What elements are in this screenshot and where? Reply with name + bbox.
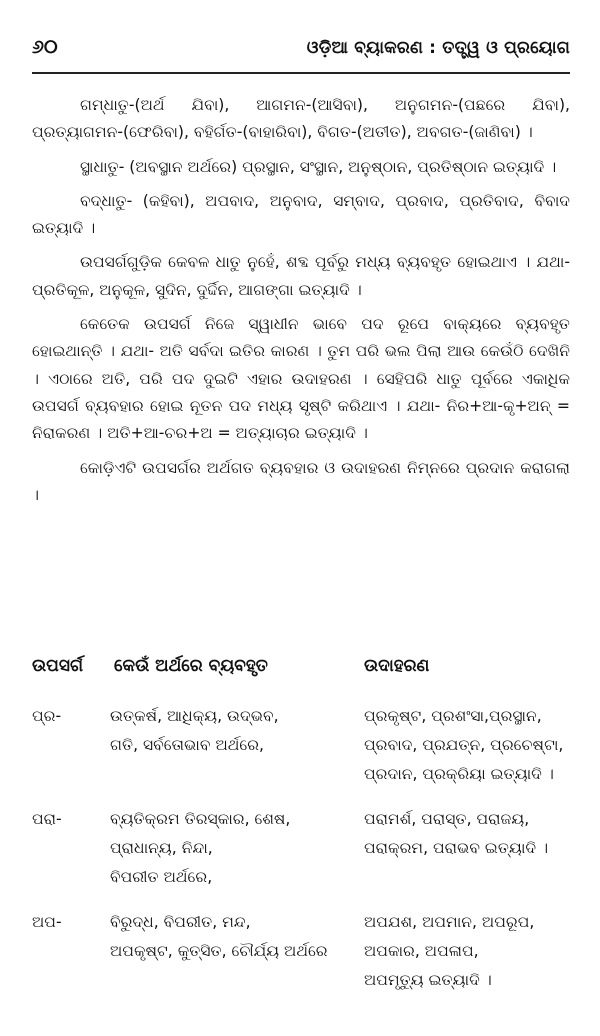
meaning-line: ଅପକୃଷ୍ଟ, କୁତ୍ସିତ, ଚୌର୍ଯ୍ୟ ଅର୍ଥରେ	[110, 942, 328, 960]
meaning-line: ପ୍ରାଧାନ୍ୟ, ନିନ୍ଦା,	[110, 839, 213, 857]
example-line: ଅପମୃତ୍ୟୁ ଇତ୍ୟାଦି ।	[364, 971, 492, 989]
prefix-table	[32, 702, 570, 1011]
body-text	[32, 92, 570, 516]
example-line-spacer	[364, 863, 570, 892]
meaning-line: ବ୍ୟତିକ୍ରମ ତିରସ୍କାର, ଶେଷ,	[110, 810, 291, 828]
paragraph-independent-prefixes: କେତେକ ଉପସର୍ଗ ନିଜେ ସ୍ୱାଧୀନ ଭାବେ ପଦ ରୂପେ ବାକ୍ୟରେ ବ୍ୟବହୃତ ହୋଇଥାନ୍ତି । ଯଥା- ଅତି ସର୍ବଦା ଇତିର କାରଣ । ତୁମ ପରି ଭଲ ପିଲା ଆଉ କେଉଁଠି ଦେଖିନି । ଏଠାରେ ଅତି, ପରି ପଦ ଦୁଇଟି ଏହାର ଉଦାହରଣ । ସେହିପରି ଧାତୁ ପୂର୍ବରେ ଏକାଧିକ ଉପସର୍ଗ ବ୍ୟବହାର ହୋଇ ନୂତନ ପଦ ମଧ୍ୟ ସୃଷ୍ଟି କରିଥାଏ । ଯଥା- ନିର+ଆ-କୃ+ଅନ୍ = ନିରାକରଣ । ଅତି+ଆ-ଚର+ଅ = ଅତ୍ୟାଚାର ଇତ୍ୟାଦି ।	[32, 315, 570, 443]
prefix-table-header	[32, 656, 570, 686]
example-line: ଅପଯଶ, ଅପମାନ, ଅପରୂପ,	[364, 913, 535, 931]
header-examples: ଉଦାହରଣ	[364, 656, 430, 676]
table-row	[32, 702, 570, 789]
paragraph-table-intro: କୋଡ଼ିଏଟି ଉପସର୍ଗର ଅର୍ଥଗତ ବ୍ୟବହାର ଓ ଉଦାହରଣ ନିମ୍ନରେ ପ୍ରଦାନ କରାଗଲା ।	[32, 458, 570, 504]
book-title: ଓଡ଼ିଆ ବ୍ୟାକରଣ : ତତ୍ତ୍ୱ ଓ ପ୍ରୟୋଗ	[306, 38, 570, 58]
paragraph-stha-dhatu: ସ୍ଥାଧାତୁ- (ଅବସ୍ଥାନ ଅର୍ଥରେ) ପ୍ରସ୍ଥାନ, ସଂସ୍ଥାନ, ଅନୁଷ୍ଠାନ, ପ୍ରତିଷ୍ଠାନ ଇତ୍ୟାଦି ।	[80, 157, 557, 176]
row-examples	[364, 702, 570, 789]
row-examples	[364, 908, 570, 995]
paragraph-gam-dhatu: ଗମ୍‌ଧାତୁ-(ଅର୍ଥ ଯିବା), ଆଗମନ-(ଆସିବା), ଅନୁଗମନ-(ପଛରେ ଯିବା), ପ୍ରତ୍ୟାଗମନ-(ଫେରିବା), ବହିର୍ଗତ-(ବାହାରିବା), ବିଗତ-(ଅତୀତ), ଅବଗତ-(ଜାଣିବା) ।	[32, 96, 570, 142]
header-meaning: କେଉଁ ଅର୍ଥରେ ବ୍ୟବହୃତ	[114, 656, 268, 676]
row-prefix: ପରା-	[32, 810, 62, 828]
page-number: ୬୦	[32, 36, 58, 58]
example-line: ପ୍ରଦାନ, ପ୍ରକ୍ରିୟା ଇତ୍ୟାଦି ।	[364, 765, 554, 783]
example-line: ପରାମର୍ଶ, ପରାସ୍ତ, ପରାଜୟ,	[364, 810, 530, 828]
example-line: ପ୍ରବାଦ, ପ୍ରଯତ୍ନ, ପ୍ରଚେଷ୍ଟା,	[364, 736, 564, 754]
row-prefix: ଅପ-	[32, 913, 62, 931]
table-row	[32, 908, 570, 995]
example-line: ପ୍ରକୃଷ୍ଟ, ପ୍ରଶଂସା,ପ୍ରସ୍ଥାନ,	[364, 707, 542, 725]
row-meaning	[110, 702, 360, 760]
meaning-line: ଗତି, ସର୍ବତୋଭାବ ଅର୍ଥରେ,	[110, 736, 264, 754]
meaning-line: ଉତ୍କର୍ଷ, ଆଧିକ୍ୟ, ଉଦ୍ଭବ,	[110, 707, 279, 725]
paragraph-vad-dhatu: ବଦ୍‌ଧାତୁ- (କହିବା), ଅପବାଦ, ଅନୁବାଦ, ସମ୍ବାଦ, ପ୍ରବାଦ, ପ୍ରତିବାଦ, ବିବାଦ ଇତ୍ୟାଦି ।	[32, 191, 570, 238]
example-line: ଅପକାର, ଅପଳାପ,	[364, 942, 479, 960]
meaning-line: ବିରୁଦ୍ଧ, ବିପରୀତ, ମନ୍ଦ,	[110, 913, 251, 931]
row-prefix: ପ୍ର-	[32, 707, 62, 725]
row-meaning	[110, 805, 360, 892]
meaning-line: ବିପରୀତ ଅର୍ଥରେ,	[110, 868, 213, 886]
row-examples	[364, 805, 570, 892]
paragraph-prefix-with-words: ଉପସର୍ଗଗୁଡ଼ିକ କେବଳ ଧାତୁ ନୁହେଁ, ଶବ୍ଦ ପୂର୍ବରୁ ମଧ୍ୟ ବ୍ୟବହୃତ ହୋଇଥାଏ । ଯଥା- ପ୍ରତିକୂଳ, ଅନୁକୂଳ, ସୁଦିନ, ଦୁର୍ଦ୍ଦିନ, ଆଗଙ୍ଗା ଇତ୍ୟାଦି ।	[32, 253, 570, 299]
header-prefix: ଉପସର୍ଗ	[32, 656, 84, 676]
row-meaning	[110, 908, 360, 966]
example-line: ପରାକ୍ରମ, ପରାଭବ ଇତ୍ୟାଦି ।	[364, 839, 549, 857]
page-header	[32, 36, 570, 66]
header-rule	[32, 72, 570, 74]
table-row	[32, 805, 570, 892]
